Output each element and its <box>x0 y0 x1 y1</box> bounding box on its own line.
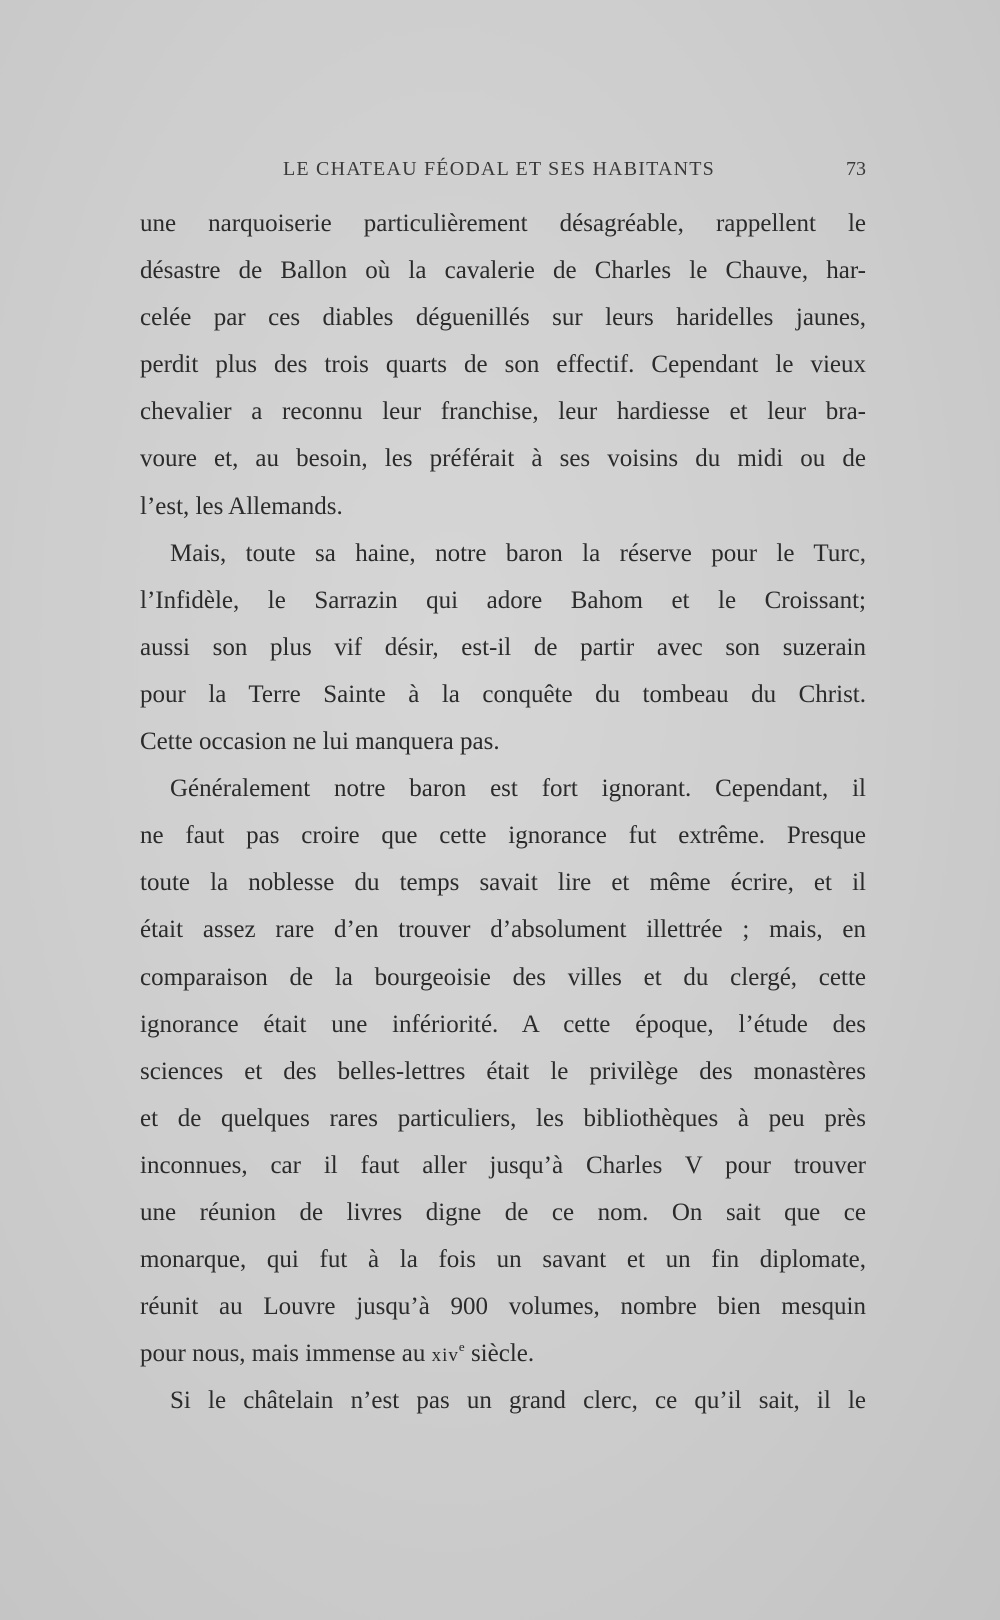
text-line: toute la noblesse du temps savait lire et même écrire, et il <box>140 869 866 897</box>
text-line: l’est, les Allemands. <box>140 492 343 520</box>
text-line: perdit plus des trois quarts de son effectif. Cependant le vieux <box>140 351 866 379</box>
text-line: ignorance était une infériorité. A cette époque, l’étude des <box>140 1010 866 1038</box>
text-line: une réunion de livres digne de ce nom. On sait que ce <box>140 1198 866 1226</box>
text-line: aussi son plus vif désir, est-il de partir avec son suzerain <box>140 633 866 661</box>
text-line: ne faut pas croire que cette ignorance fut extrême. Presque <box>140 822 866 850</box>
text-line: Généralement notre baron est fort ignorant. Cependant, il <box>170 775 866 803</box>
text-line: réunit au Louvre jusqu’à 900 volumes, nombre bien mesquin <box>140 1293 866 1321</box>
text-line: Mais, toute sa haine, notre baron la réserve pour le Turc, <box>170 539 866 567</box>
text-line: était assez rare d’en trouver d’absolument illettrée ; mais, en <box>140 916 866 944</box>
text-line: chevalier a reconnu leur franchise, leur hardiesse et leur bra- <box>140 398 866 426</box>
running-title: LE CHATEAU FÉODAL ET SES HABITANTS <box>283 158 715 180</box>
text-line: monarque, qui fut à la fois un savant et un fin diplomate, <box>140 1246 866 1274</box>
text-line: Si le châtelain n’est pas un grand clerc, ce qu’il sait, il le <box>170 1387 866 1415</box>
text-line: pour la Terre Sainte à la conquête du tombeau du Christ. <box>140 680 866 708</box>
running-head <box>140 158 866 188</box>
text-line: l’Infidèle, le Sarrazin qui adore Bahom et le Croissant; <box>140 586 866 614</box>
body-text <box>140 200 866 1424</box>
text-line: voure et, au besoin, les préférait à ses voisins du midi ou de <box>140 445 866 473</box>
text-line: celée par ces diables déguenillés sur leurs haridelles jaunes, <box>140 304 866 332</box>
text-line: et de quelques rares particuliers, les bibliothèques à peu près <box>140 1104 866 1132</box>
text-line: comparaison de la bourgeoisie des villes et du clergé, cette <box>140 963 866 991</box>
page-number: 73 <box>846 158 866 180</box>
century-superscript: e <box>458 1339 465 1355</box>
century-numeral: xiv <box>431 1345 459 1367</box>
text-line: sciences et des belles-lettres était le privilège des monastères <box>140 1057 866 1085</box>
century-line-before: pour nous, mais immense au <box>140 1340 432 1368</box>
text-line: désastre de Ballon où la cavalerie de Charles le Chauve, har- <box>140 257 866 285</box>
text-line: une narquoiserie particulièrement désagréable, rappellent le <box>140 210 866 237</box>
text-line: Cette occasion ne lui manquera pas. <box>140 728 500 756</box>
century-line-after: siècle. <box>464 1340 535 1368</box>
text-line-century <box>140 1330 866 1377</box>
text-line: inconnues, car il faut aller jusqu’à Charles V pour trouver <box>140 1151 866 1179</box>
